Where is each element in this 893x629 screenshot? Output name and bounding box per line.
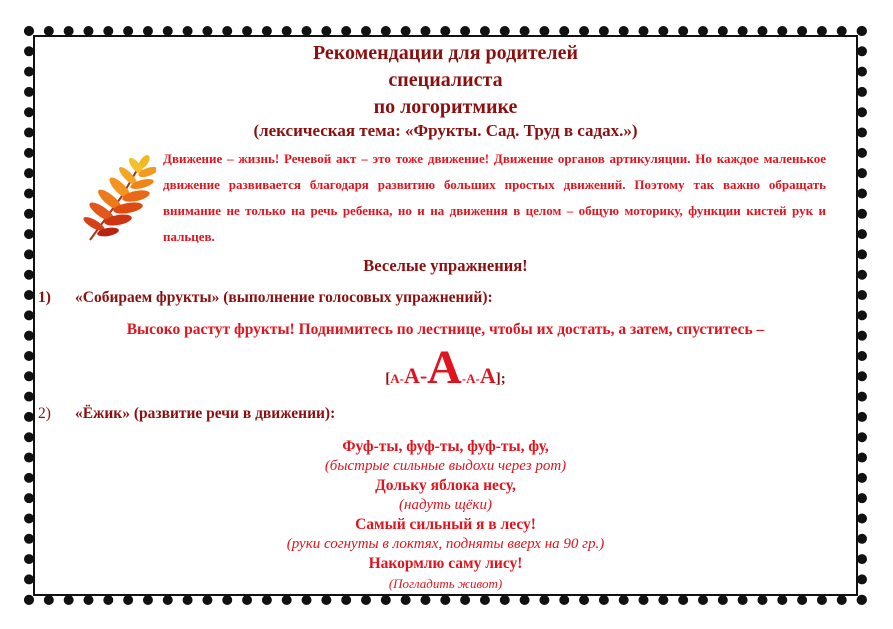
poem-instruction-2: (надуть щёки) — [399, 496, 492, 513]
lexical-topic: (лексическая тема: «Фрукты. Сад. Труд в садах.») — [253, 121, 638, 140]
poem-instruction-1: (быстрые сильные выдохи через рот) — [324, 457, 567, 474]
exercise-2-heading — [38, 404, 853, 424]
title-line-1: Рекомендации для родителей — [312, 42, 579, 64]
poem-line-1: Фуф-ты, фуф-ты, фуф-ты, фу, — [342, 438, 549, 455]
exercise-1-number: 1) — [38, 289, 51, 306]
sound-1: А- — [390, 371, 404, 386]
autumn-leaf-icon — [78, 152, 156, 244]
vocal-scale — [38, 341, 853, 394]
title-line-3: по логоритмике — [373, 96, 518, 118]
page-content — [38, 40, 853, 593]
title-line-2: специалиста — [388, 69, 503, 91]
intro-paragraph: Движение – жизнь! Речевой акт – это тоже движение! Движение органов артикуляции. Но каждое маленькое движение развивается благодаря развитию больших простых движений. Поэтому так важно обращать внимание не только на речь ребенка, но и на движения в целом – общую моторику, функции кистей рук и пальцев. — [163, 151, 826, 244]
poem-line-2: Дольку яблока несу, — [375, 477, 516, 494]
exercise-1-title: «Собираем фрукты» (выполнение голосовых упражнений): — [75, 289, 493, 306]
poem-line-3: Самый сильный я в лесу! — [355, 516, 536, 533]
sound-2: А- — [403, 363, 428, 388]
section-title: Веселые упражнения! — [363, 256, 528, 275]
poem-line-4: Накормлю саму лису! — [368, 555, 523, 572]
bracket-open: [ — [385, 371, 391, 387]
sound-5: А — [479, 363, 496, 388]
sound-4: -А- — [461, 371, 480, 386]
exercise-2-number: 2) — [38, 405, 51, 422]
poem-instruction-3: (руки согнуты в локтях, подняты вверх на 90 гр.) — [286, 535, 605, 552]
bracket-close: ]; — [495, 371, 506, 387]
sound-3: А — [427, 341, 462, 394]
intro-block — [38, 146, 853, 246]
exercise-2-title: «Ёжик» (развитие речи в движении): — [75, 405, 336, 422]
exercise-1-heading — [38, 288, 853, 308]
exercise-1-instruction: Высоко растут фрукты! Поднимитесь по лестнице, чтобы их достать, а затем, спуститесь – — [126, 321, 765, 338]
poem-instruction-4: (Погладить живот) — [388, 575, 503, 591]
poem-block — [38, 437, 853, 593]
